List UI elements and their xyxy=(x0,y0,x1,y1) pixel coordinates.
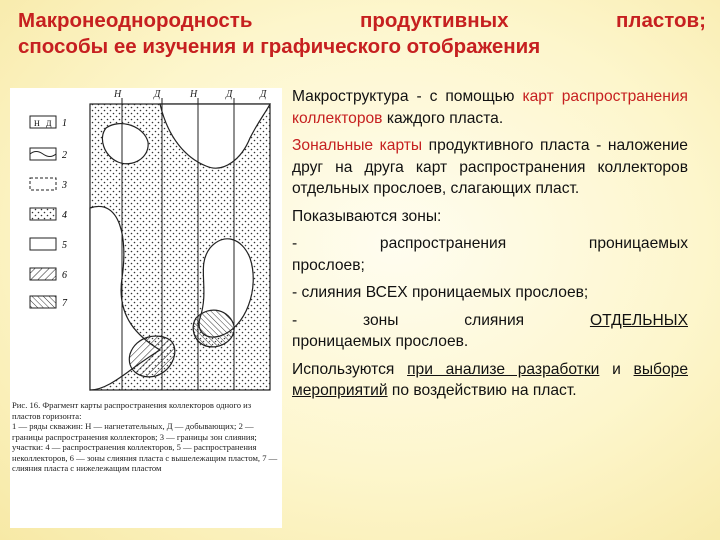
p7-text-a: Используются xyxy=(292,360,395,378)
title-word-1: Макронеоднородность xyxy=(18,9,253,32)
legend-num-3: 3 xyxy=(62,180,67,191)
paragraph-usage xyxy=(292,359,688,402)
p4-word-2: проницаемых xyxy=(588,235,688,252)
p6-word-2: слияния xyxy=(464,311,525,329)
p6-word-1: зоны xyxy=(363,311,399,329)
legend-symbol-n: Н xyxy=(34,119,40,128)
caption-title: Рис. 16. Фрагмент карты распространения коллекторов одного из пластов горизонта: xyxy=(12,400,252,421)
legend-box-5 xyxy=(30,238,56,250)
p7-text-b: и xyxy=(612,360,621,378)
legend-num-6: 6 xyxy=(62,270,67,281)
legend-box-7 xyxy=(30,296,56,308)
legend-num-5: 5 xyxy=(62,240,67,251)
p6-emphasis: ОТДЕЛЬНЫХ xyxy=(589,311,688,329)
p1-text-a: Макроструктура - с помощью xyxy=(292,88,515,105)
paragraph-zones-intro: Показываются зоны: xyxy=(292,207,442,225)
legend-box-6 xyxy=(30,268,56,280)
legend-box-3 xyxy=(30,178,56,190)
slide-title xyxy=(18,8,706,60)
map-body xyxy=(90,89,270,390)
p5-text-a: - слияния xyxy=(292,284,362,301)
legend xyxy=(30,116,68,309)
paragraph-macrostructure xyxy=(292,86,688,129)
p4-word-1: распространения xyxy=(379,235,507,252)
p4-dash: - xyxy=(292,235,298,252)
column-label-4: Д xyxy=(226,89,233,100)
title-word-2: продуктивных xyxy=(359,9,509,32)
paragraph-zonal-maps xyxy=(292,135,688,200)
legend-num-4: 4 xyxy=(62,210,67,221)
p5-text-c: проницаемых прослоев; xyxy=(411,284,589,301)
p2-highlight: Зональные карты xyxy=(292,137,423,154)
paragraph-zone-1 xyxy=(292,233,688,276)
column-label-3: Н xyxy=(190,89,198,100)
p7-text-c: по воздействию на пласт. xyxy=(391,382,577,399)
p4-word-3: прослоев; xyxy=(292,256,365,274)
p1-text-b: каждого пласта. xyxy=(386,109,504,127)
paragraph-zone-3 xyxy=(292,310,688,353)
figure-caption xyxy=(12,400,280,524)
reservoir-map xyxy=(10,88,282,400)
column-label-1: Н xyxy=(114,89,122,100)
p6-word-3: проницаемых прослоев. xyxy=(292,333,469,350)
column-label-2: Д xyxy=(154,89,161,100)
legend-num-7: 7 xyxy=(62,298,67,309)
title-word-3: пластов; xyxy=(616,9,706,32)
p7-underline-1: при анализе разработки xyxy=(407,360,600,378)
paragraph-zone-2 xyxy=(292,282,688,304)
p1-highlight: карт распространения коллекторов xyxy=(292,88,688,127)
text-body xyxy=(292,86,688,408)
column-label-5: Д xyxy=(260,89,267,100)
legend-symbol-d: Д xyxy=(46,119,52,128)
legend-box-4 xyxy=(30,208,56,220)
legend-num-2: 2 xyxy=(62,150,67,161)
caption-text: 1 — ряды скважин: Н — нагнетательных, Д — добывающих; 2 — границы распространения коллекторов; 3 — границы зон слияния; участки: 4 — распространения коллекторов, 5 — распространения неколлекторов, 6 — зоны слияния пласта с вышележащим пластом, 7 — слияния пласта с нижележащим пластом xyxy=(12,421,278,473)
p5-emphasis: ВСЕХ xyxy=(365,284,408,301)
p7-underline-2: выборе мероприятий xyxy=(292,360,688,399)
title-line-2: способы ее изучения и графического отображения xyxy=(18,35,541,58)
p2-text: продуктивного пласта - наложение друг на друга карт распространения коллекторов отдельных прослоев, слагающих пласт. xyxy=(292,137,688,197)
legend-num-1: 1 xyxy=(62,118,67,129)
p6-dash: - xyxy=(292,311,298,329)
